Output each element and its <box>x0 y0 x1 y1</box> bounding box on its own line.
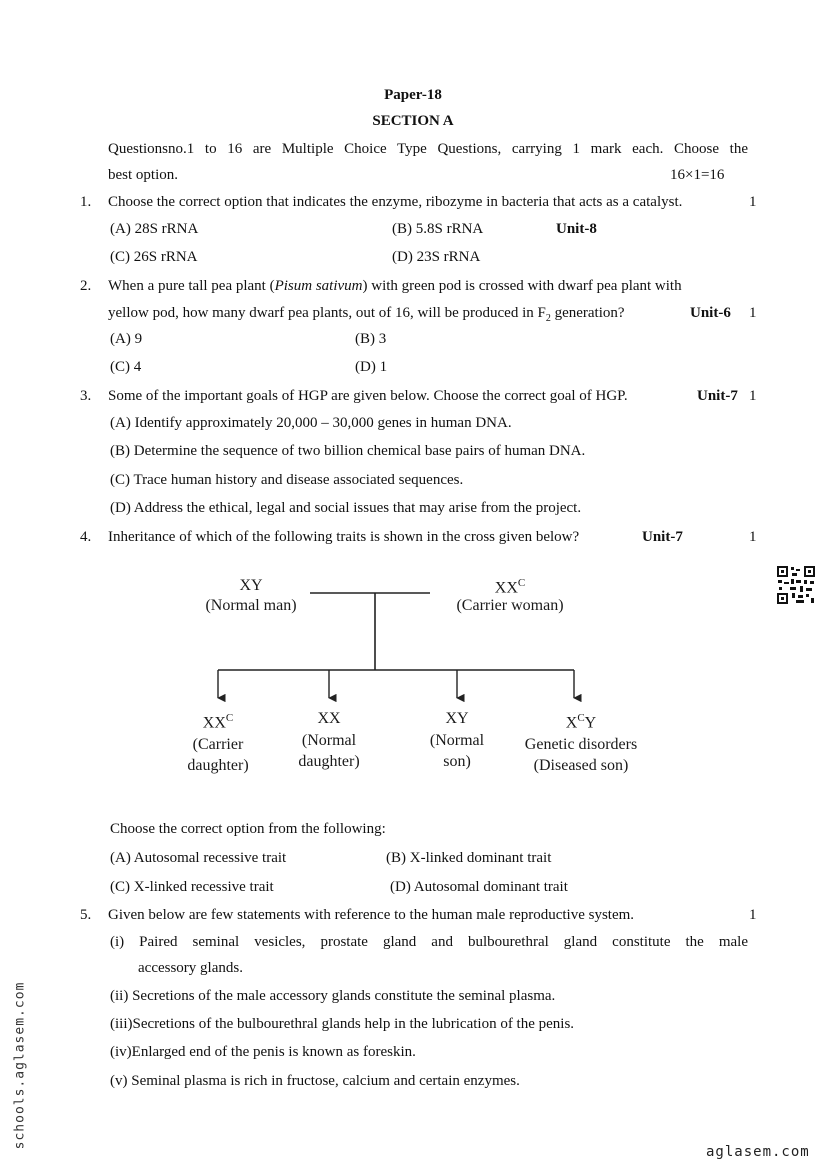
q2-number: 2. <box>80 278 92 294</box>
q3-mark: 1 <box>749 388 757 404</box>
offspring-4-label1: Genetic disorders <box>524 736 638 753</box>
q3-unit: Unit-7 <box>697 388 738 404</box>
parent-female-label: (Carrier woman) <box>456 597 564 614</box>
o1-geno: XX <box>202 714 226 732</box>
offspring-3-genotype: XY <box>445 710 469 727</box>
q5-statement-i-line1: (i) Paired seminal vesicles, prostate gland and bulbourethral gland constitute the male <box>110 934 748 950</box>
q5-statement-iii: (iii)Secretions of the bulbourethral glands help in the lubrication of the penis. <box>110 1016 575 1032</box>
offspring-2-label2: daughter) <box>298 753 360 770</box>
q4-text: Inheritance of which of the following traits is shown in the cross given below? <box>108 529 580 545</box>
q4-option-c: (C) X-linked recessive trait <box>110 879 274 895</box>
q2-species: Pisum sativum <box>274 278 363 294</box>
offspring-1-genotype <box>168 712 268 732</box>
q2-line2-post: generation? <box>550 305 625 321</box>
offspring-3-label1: (Normal <box>429 732 485 749</box>
q4-unit: Unit-7 <box>642 529 683 545</box>
q3-option-c: (C) Trace human history and disease associated sequences. <box>110 472 464 488</box>
q3-option-a: (A) Identify approximately 20,000 – 30,000 genes in human DNA. <box>110 415 512 431</box>
q2-line2 <box>108 305 625 324</box>
q2-line2-pre: yellow pod, how many dwarf pea plants, out of 16, will be produced in F <box>108 305 546 321</box>
q3-number: 3. <box>80 388 92 404</box>
q5-statement-i-line2: accessory glands. <box>138 960 243 976</box>
q4-option-b: (B) X-linked dominant trait <box>386 850 552 866</box>
q2-unit: Unit-6 <box>690 305 731 321</box>
q1-mark: 1 <box>749 194 757 210</box>
q2-option-d: (D) 1 <box>355 359 388 375</box>
q2-generation-sub: 2 <box>545 313 551 324</box>
q4-prompt: Choose the correct option from the following: <box>110 821 386 837</box>
q1-option-c: (C) 26S rRNA <box>110 249 198 265</box>
side-watermark: schools.aglasem.com <box>12 981 28 1150</box>
o4-geno: X <box>565 714 578 732</box>
section-title: SECTION A <box>372 113 454 129</box>
offspring-4-label2: (Diseased son) <box>533 757 629 774</box>
o4-sup: C <box>577 712 585 724</box>
q5-mark: 1 <box>749 907 757 923</box>
offspring-2-label1: (Normal <box>301 732 357 749</box>
q1-option-a: (A) 28S rRNA <box>110 221 199 237</box>
q5-statement-v: (v) Seminal plasma is rich in fructose, calcium and certain enzymes. <box>110 1073 520 1089</box>
footer-watermark: aglasem.com <box>706 1144 810 1160</box>
q1-text: Choose the correct option that indicates the enzyme, ribozyme in bacteria that acts as a catalyst. <box>108 194 683 210</box>
q5-number: 5. <box>80 907 92 923</box>
q5-text: Given below are few statements with reference to the human male reproductive system. <box>108 907 635 923</box>
q5-statement-ii: (ii) Secretions of the male accessory glands constitute the seminal plasma. <box>110 988 556 1004</box>
q2-line1-post: ) with green pod is crossed with dwarf pea plant with <box>362 278 682 294</box>
parent-female-sup: C <box>517 577 526 589</box>
instructions-marks: 16×1=16 <box>670 167 725 183</box>
offspring-1-label1: (Carrier <box>192 736 244 753</box>
offspring-1-label2: daughter) <box>187 757 249 774</box>
paper-title: Paper-18 <box>384 87 442 103</box>
offspring-4-genotype <box>531 712 631 732</box>
q1-unit: Unit-8 <box>556 221 597 237</box>
parent-female-geno-text: XX <box>494 579 518 597</box>
q3-option-b: (B) Determine the sequence of two billion chemical base pairs of human DNA. <box>110 443 586 459</box>
q4-option-d: (D) Autosomal dominant trait <box>390 879 568 895</box>
instructions-line2: best option. <box>108 167 178 183</box>
o1-sup: C <box>225 712 234 724</box>
q2-option-c: (C) 4 <box>110 359 142 375</box>
q5-statement-iv: (iv)Enlarged end of the penis is known as foreskin. <box>110 1044 416 1060</box>
q3-option-d: (D) Address the ethical, legal and social issues that may arise from the project. <box>110 500 582 516</box>
q1-option-b: (B) 5.8S rRNA <box>392 221 484 237</box>
offspring-2-genotype: XX <box>317 710 341 727</box>
q2-option-b: (B) 3 <box>355 331 387 347</box>
parent-male-genotype: XY <box>239 577 263 594</box>
q4-mark: 1 <box>749 529 757 545</box>
q4-number: 4. <box>80 529 92 545</box>
q1-number: 1. <box>80 194 92 210</box>
q3-text: Some of the important goals of HGP are given below. Choose the correct goal of HGP. <box>108 388 628 404</box>
qr-code-icon <box>776 565 816 605</box>
instructions-line1: Questionsno.1 to 16 are Multiple Choice Type Questions, carrying 1 mark each. Choose the <box>108 141 748 157</box>
q4-option-a: (A) Autosomal recessive trait <box>110 850 287 866</box>
q2-line1 <box>108 278 682 295</box>
offspring-3-label2: son) <box>443 753 471 770</box>
parent-male-label: (Normal man) <box>205 597 297 614</box>
q1-option-d: (D) 23S rRNA <box>392 249 481 265</box>
o4-y: Y <box>584 714 597 732</box>
parent-female-genotype <box>455 577 565 597</box>
q2-option-a: (A) 9 <box>110 331 143 347</box>
q2-line1-pre: When a pure tall pea plant ( <box>108 278 275 294</box>
q2-mark: 1 <box>749 305 757 321</box>
